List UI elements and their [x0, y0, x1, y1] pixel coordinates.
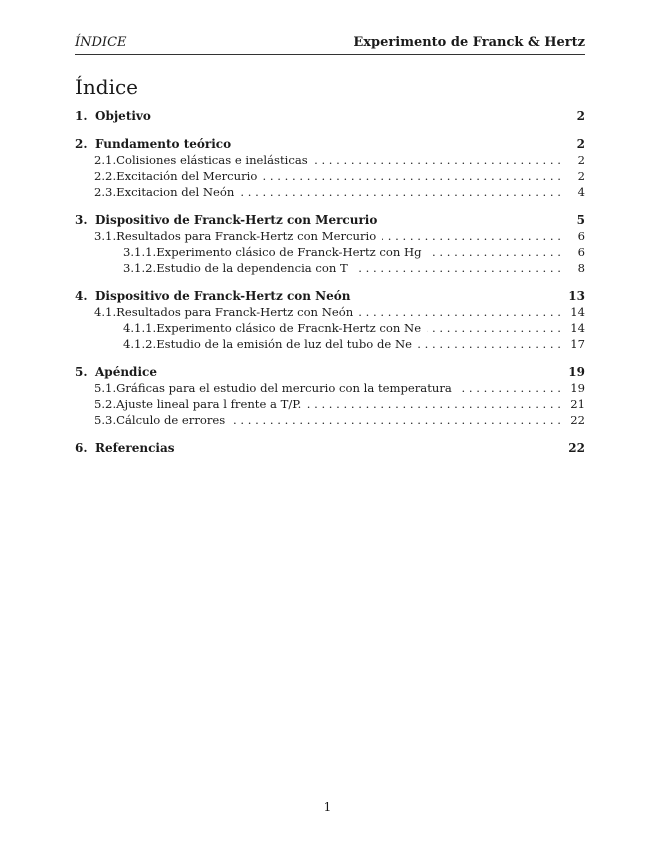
toc-leader-dots — [240, 184, 561, 200]
toc-entry-page: 22 — [568, 441, 585, 455]
toc-entry-label: Estudio de la dependencia con T — [156, 261, 348, 275]
toc-entry-number: 5.1. — [94, 381, 117, 395]
toc-entry-resultados-mercurio[interactable] — [75, 228, 585, 244]
header-document-title: Experimento de Franck & Hertz — [353, 35, 585, 50]
toc-entry-fundamento-teorico[interactable] — [75, 136, 585, 152]
toc-leader-dots — [418, 336, 561, 352]
toc-entry-number: 4.1. — [94, 305, 117, 319]
toc-entry-experimento-hg[interactable] — [75, 244, 585, 260]
toc-entry-dispositivo-mercurio[interactable] — [75, 212, 585, 228]
toc-entry-ajuste-lineal[interactable] — [75, 396, 585, 412]
toc-entry-dependencia-t[interactable] — [75, 260, 585, 276]
toc-entry-number: 4.1.1. — [123, 321, 157, 335]
table-of-contents — [75, 108, 585, 456]
toc-entry-calculo-errores[interactable] — [75, 412, 585, 428]
toc-entry-page: 2 — [577, 153, 585, 167]
toc-entry-number: 2. — [75, 137, 88, 151]
toc-entry-page: 22 — [570, 413, 585, 427]
toc-leader-dots — [354, 260, 561, 276]
toc-leader-dots — [382, 228, 561, 244]
toc-entry-graficas-mercurio[interactable] — [75, 380, 585, 396]
toc-entry-number: 4.1.2. — [123, 337, 157, 351]
toc-entry-page: 2 — [576, 137, 585, 151]
toc-entry-label: Apéndice — [95, 365, 157, 379]
toc-entry-page: 19 — [568, 365, 585, 379]
toc-entry-label: Fundamento teórico — [95, 137, 232, 151]
toc-entry-colisiones[interactable] — [75, 152, 585, 168]
toc-entry-page: 14 — [570, 321, 585, 335]
toc-entry-page: 6 — [577, 229, 585, 243]
toc-leader-dots — [314, 152, 561, 168]
toc-entry-number: 5.3. — [94, 413, 117, 427]
toc-entry-number: 4. — [75, 289, 88, 303]
toc-entry-label: Dispositivo de Franck-Hertz con Mercurio — [95, 213, 378, 227]
toc-entry-page: 14 — [570, 305, 585, 319]
toc-entry-page: 19 — [570, 381, 585, 395]
toc-entry-page: 6 — [577, 245, 585, 259]
toc-entry-label: Resultados para Franck-Hertz con Neón — [116, 305, 354, 319]
toc-entry-referencias[interactable] — [75, 440, 585, 456]
toc-entry-label: Estudio de la emisión de luz del tubo de Ne — [156, 337, 412, 351]
toc-entry-experimento-ne[interactable] — [75, 320, 585, 336]
toc-entry-label: Gráficas para el estudio del mercurio con la temperatura — [116, 381, 452, 395]
toc-leader-dots — [427, 320, 561, 336]
toc-entry-label: Experimento clásico de Fracnk-Hertz con Ne — [156, 321, 422, 335]
toc-entry-page: 8 — [577, 261, 585, 275]
toc-entry-number: 2.2. — [94, 169, 117, 183]
toc-entry-label: Cálculo de errores — [116, 413, 226, 427]
toc-leader-dots — [428, 244, 561, 260]
toc-entry-apendice[interactable] — [75, 364, 585, 380]
toc-entry-label: Excitacion del Neón — [116, 185, 235, 199]
toc-entry-number: 3. — [75, 213, 88, 227]
page-number: 1 — [323, 800, 332, 814]
toc-entry-page: 13 — [568, 289, 585, 303]
page-title: Índice — [75, 75, 139, 99]
toc-entry-number: 3.1. — [94, 229, 117, 243]
toc-leader-dots — [359, 304, 561, 320]
toc-entry-emision-luz[interactable] — [75, 336, 585, 352]
toc-entry-label: Resultados para Franck-Hertz con Mercurio — [116, 229, 377, 243]
toc-entry-number: 2.3. — [94, 185, 117, 199]
toc-leader-dots — [231, 412, 561, 428]
toc-entry-objetivo[interactable] — [75, 108, 585, 124]
running-header — [75, 35, 585, 55]
toc-entry-label: Colisiones elásticas e inelásticas — [116, 153, 308, 167]
toc-entry-label: Objetivo — [95, 109, 151, 123]
toc-entry-resultados-neon[interactable] — [75, 304, 585, 320]
toc-entry-label: Ajuste lineal para l frente a T/P. — [116, 397, 302, 411]
toc-leader-dots — [307, 396, 561, 412]
toc-entry-label: Excitación del Mercurio — [116, 169, 258, 183]
toc-entry-number: 1. — [75, 109, 88, 123]
toc-entry-excitacion-neon[interactable] — [75, 184, 585, 200]
header-section-name: ÍNDICE — [75, 35, 127, 50]
toc-entry-label: Experimento clásico de Franck-Hertz con Hg — [156, 245, 422, 259]
toc-leader-dots — [263, 168, 561, 184]
toc-entry-number: 6. — [75, 441, 88, 455]
toc-entry-page: 2 — [576, 109, 585, 123]
toc-entry-page: 21 — [570, 397, 585, 411]
toc-entry-page: 4 — [577, 185, 585, 199]
toc-entry-page: 2 — [577, 169, 585, 183]
toc-entry-page: 17 — [570, 337, 585, 351]
toc-entry-number: 3.1.1. — [123, 245, 157, 259]
toc-leader-dots — [458, 380, 561, 396]
toc-entry-number: 3.1.2. — [123, 261, 157, 275]
toc-entry-number: 5.2. — [94, 397, 117, 411]
toc-entry-excitacion-mercurio[interactable] — [75, 168, 585, 184]
toc-entry-label: Dispositivo de Franck-Hertz con Neón — [95, 289, 351, 303]
toc-entry-dispositivo-neon[interactable] — [75, 288, 585, 304]
toc-entry-page: 5 — [576, 213, 585, 227]
toc-entry-number: 2.1. — [94, 153, 117, 167]
toc-entry-number: 5. — [75, 365, 88, 379]
toc-entry-label: Referencias — [95, 441, 175, 455]
